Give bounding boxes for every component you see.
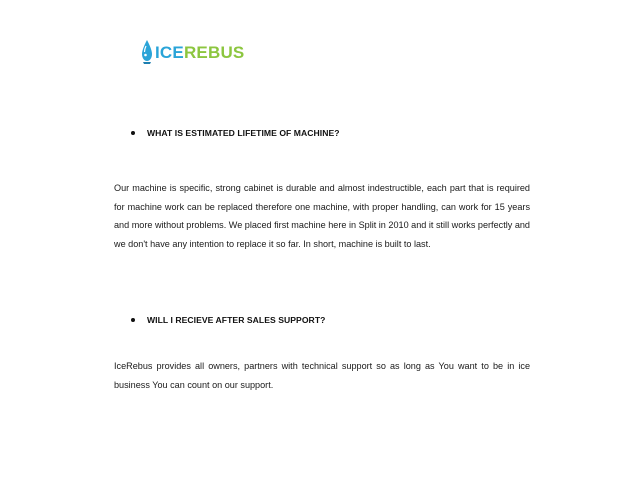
logo-word-rebus: REBUS <box>183 42 245 62</box>
water-drop-icon <box>140 39 154 65</box>
icerebus-logo <box>140 38 244 66</box>
section-paragraph: Our machine is specific, strong cabinet is durable and almost indestructible, each part that is required for machine work can be replaced therefore one machine, with proper handling, can work for 15 years and more without problems. We placed first machine here in Split in 2010 and it still works perfectly and we don't have any intention to replace it so far. In short, machine is built to last. <box>114 183 530 249</box>
logo-word-ice: ICE <box>155 42 184 62</box>
bullet-icon <box>131 318 135 322</box>
heading-text: WHAT IS ESTIMATED LIFETIME OF MACHINE? <box>147 128 340 138</box>
heading-text: WILL I RECIEVE AFTER SALES SUPPORT? <box>147 315 326 325</box>
section-heading <box>128 315 325 325</box>
section-paragraph: IceRebus provides all owners, partners with technical support so as long as You want to be in ice business You can count on our support. <box>114 361 530 390</box>
section-heading <box>128 128 340 138</box>
bullet-icon <box>131 131 135 135</box>
